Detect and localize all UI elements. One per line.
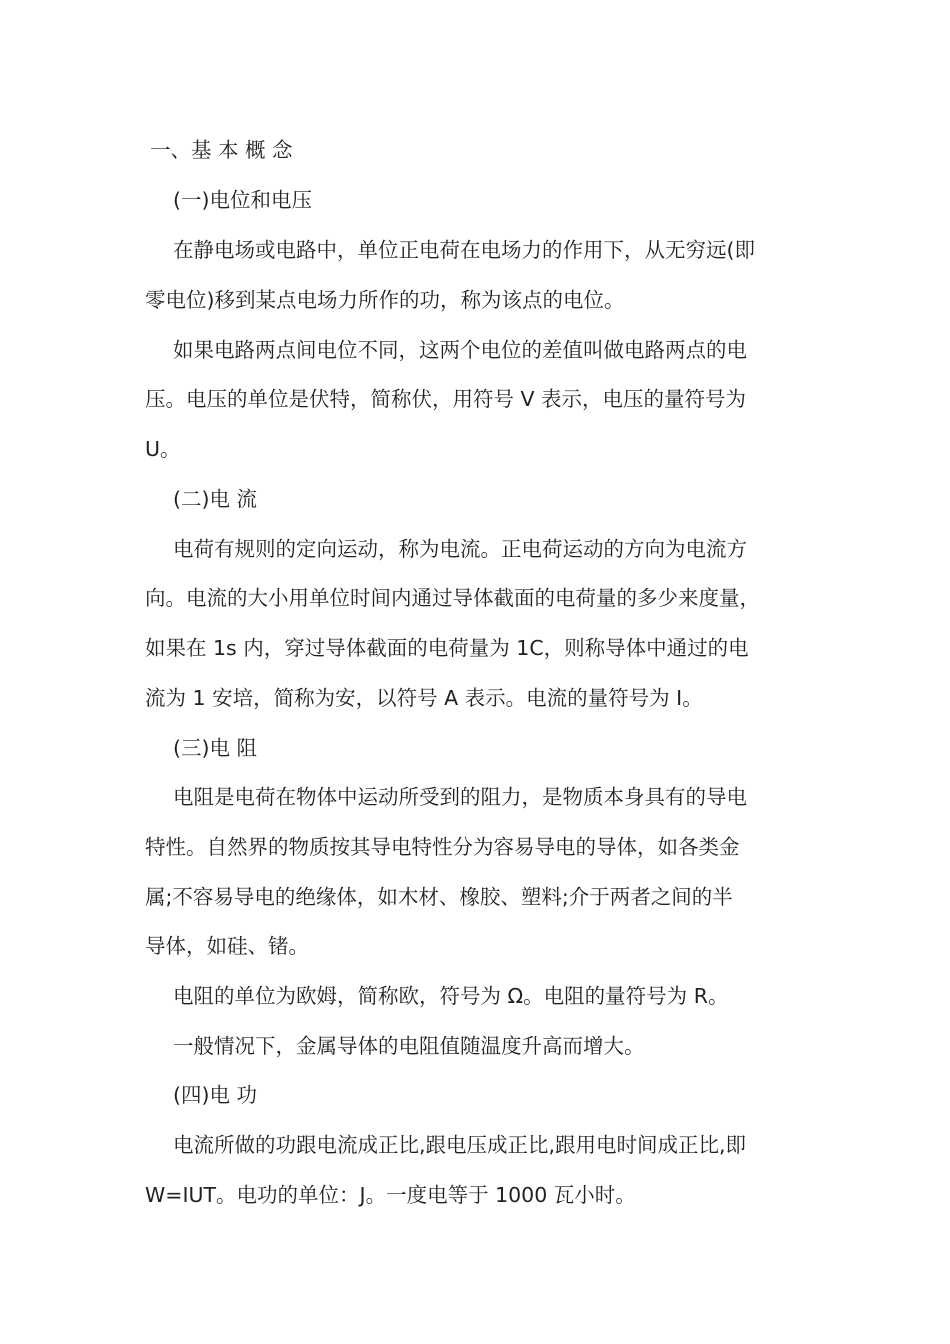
section-title-voltage: (一)电位和电压	[173, 188, 312, 212]
paragraph-line: 导体，如硅、锗。	[145, 934, 309, 958]
paragraph-line: 电阻的单位为欧姆，简称欧，符号为 Ω。电阻的量符号为 R。	[173, 984, 729, 1008]
paragraph-line: 流为 1 安培，简称为安，以符号 A 表示。电流的量符号为 I。	[145, 686, 703, 710]
paragraph-line: 在静电场或电路中，单位正电荷在电场力的作用下，从无穷远(即	[173, 238, 755, 262]
paragraph-line: 属;不容易导电的绝缘体，如木材、橡胶、塑料;介于两者之间的半	[145, 885, 733, 909]
paragraph-line: 零电位)移到某点电场力所作的功，称为该点的电位。	[145, 288, 625, 312]
paragraph-line: 电荷有规则的定向运动，称为电流。正电荷运动的方向为电流方	[173, 537, 747, 561]
paragraph-line: 如果电路两点间电位不同，这两个电位的差值叫做电路两点的电	[173, 338, 747, 362]
paragraph-line: W=IUT。电功的单位：J。一度电等于 1000 瓦小时。	[145, 1183, 636, 1207]
paragraph-line: 压。电压的单位是伏特，简称伏，用符号 V 表示，电压的量符号为	[145, 387, 747, 411]
section-title-work: (四)电 功	[173, 1083, 258, 1107]
paragraph-line: 一般情况下，金属导体的电阻值随温度升高而增大。	[173, 1034, 645, 1058]
section-title-resistance: (三)电 阻	[173, 736, 258, 760]
paragraph-line: 特性。自然界的物质按其导电特性分为容易导电的导体，如各类金	[145, 835, 740, 859]
section-title-current: (二)电 流	[173, 487, 258, 511]
paragraph-line: U。	[145, 437, 181, 461]
paragraph-line: 向。电流的大小用单位时间内通过导体截面的电荷量的多少来度量，	[145, 586, 760, 610]
main-heading: 一、基 本 概 念	[150, 138, 293, 162]
paragraph-line: 电流所做的功跟电流成正比,跟电压成正比,跟用电时间成正比,即	[173, 1133, 747, 1157]
paragraph-line: 如果在 1s 内，穿过导体截面的电荷量为 1C，则称导体中通过的电	[145, 636, 749, 660]
paragraph-line: 电阻是电荷在物体中运动所受到的阻力，是物质本身具有的导电	[173, 785, 747, 809]
